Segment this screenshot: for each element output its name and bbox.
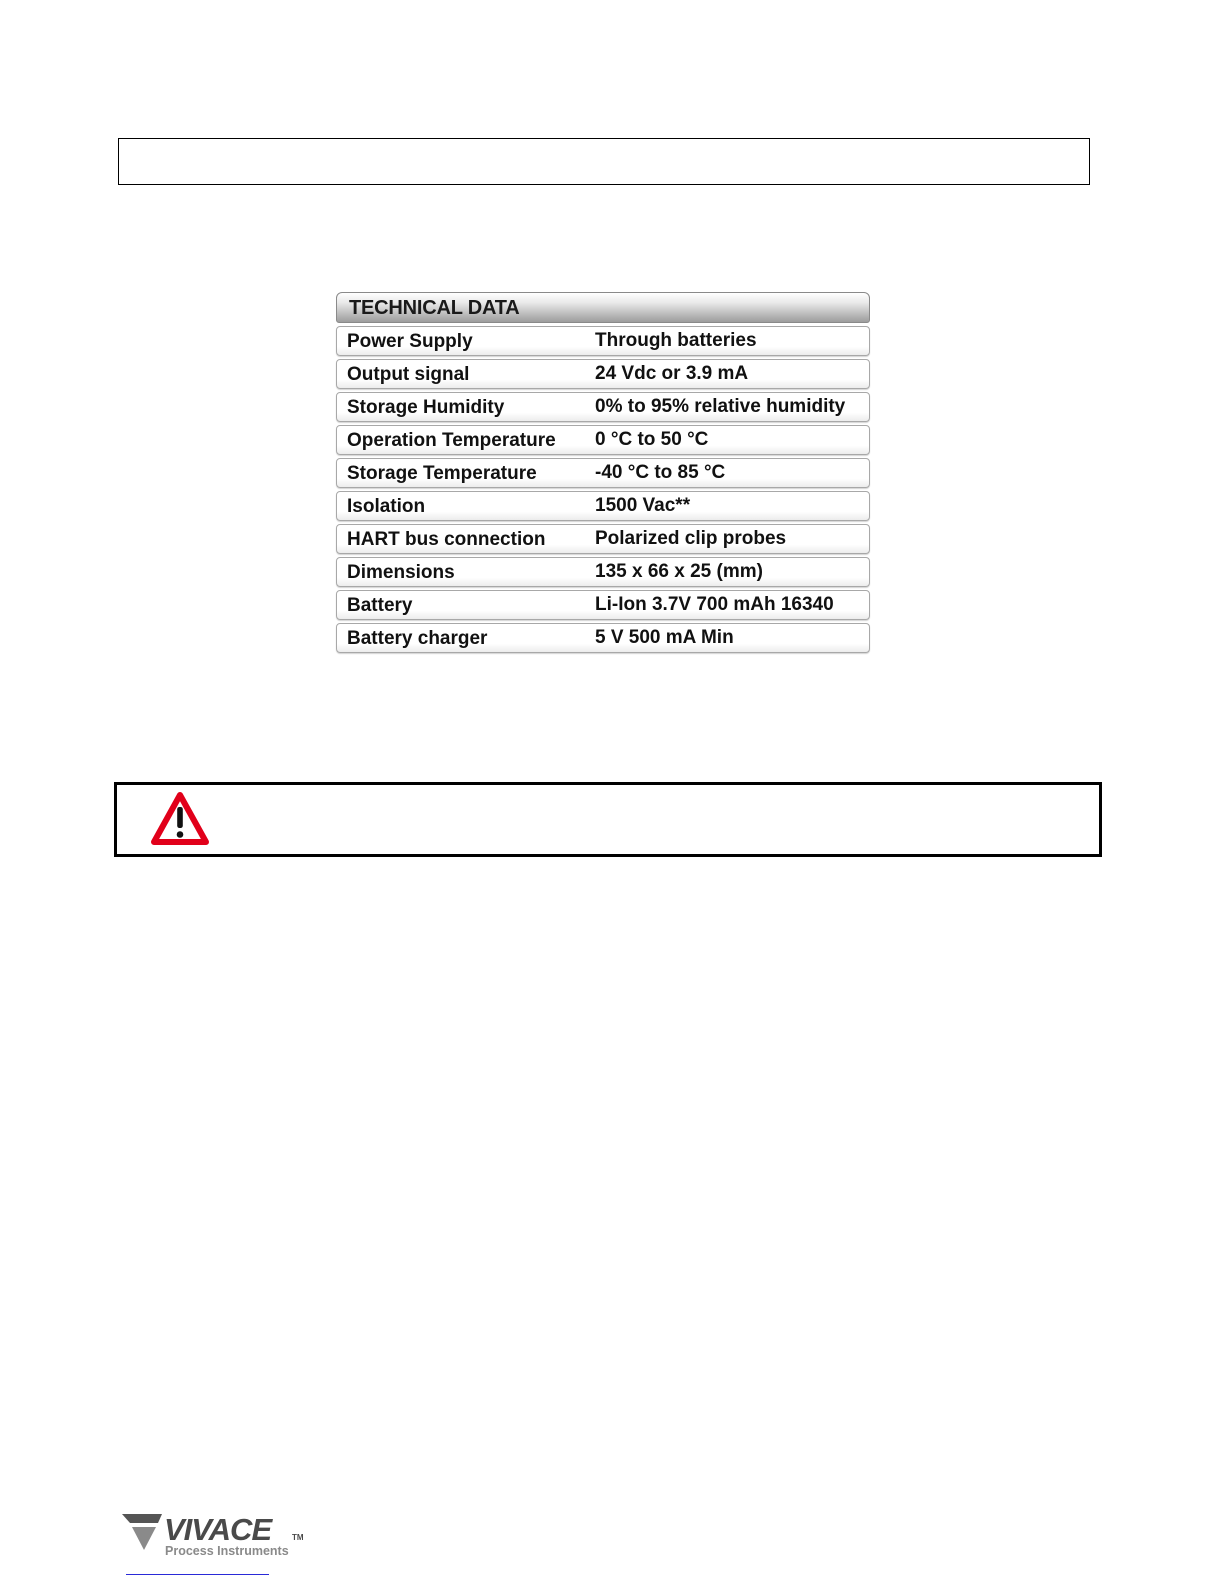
table-row <box>336 491 870 521</box>
header-box <box>118 138 1090 185</box>
row-value: -40 °C to 85 °C <box>595 462 726 483</box>
table-row <box>336 557 870 587</box>
row-value: 5 V 500 mA Min <box>595 627 734 648</box>
row-label: Operation Temperature <box>347 430 556 451</box>
row-label: Power Supply <box>347 331 473 352</box>
row-value: Li-Ion 3.7V 700 mAh 16340 <box>595 594 834 615</box>
table-row <box>336 392 870 422</box>
row-value: 1500 Vac** <box>595 495 691 516</box>
row-value: 24 Vdc or 3.9 mA <box>595 363 749 384</box>
svg-text:Process Instruments: Process Instruments <box>165 1544 289 1558</box>
row-label: Battery charger <box>347 628 488 649</box>
row-label: HART bus connection <box>347 529 546 550</box>
footer-link-underline[interactable] <box>126 1574 269 1575</box>
row-label: Dimensions <box>347 562 455 583</box>
row-value: 0% to 95% relative humidity <box>595 396 846 417</box>
warning-box <box>114 782 1102 857</box>
row-value: Through batteries <box>595 330 757 351</box>
table-row <box>336 326 870 356</box>
svg-text:VIVACE: VIVACE <box>164 1512 272 1547</box>
table-row <box>336 623 870 653</box>
table-row <box>336 359 870 389</box>
technical-data-table <box>336 292 870 653</box>
row-value: Polarized clip probes <box>595 528 787 549</box>
vivace-logo <box>120 1510 320 1560</box>
row-label: Storage Temperature <box>347 463 537 484</box>
svg-text:TM: TM <box>292 1533 304 1542</box>
table-row <box>336 524 870 554</box>
warning-triangle-icon <box>149 790 211 848</box>
table-row <box>336 425 870 455</box>
technical-data-title: TECHNICAL DATA <box>336 292 870 323</box>
row-label: Output signal <box>347 364 470 385</box>
row-label: Storage Humidity <box>347 397 505 418</box>
row-value: 135 x 66 x 25 (mm) <box>595 561 763 582</box>
row-label: Isolation <box>347 496 426 517</box>
row-label: Battery <box>347 595 413 616</box>
row-value: 0 °C to 50 °C <box>595 429 709 450</box>
table-row <box>336 458 870 488</box>
table-row <box>336 590 870 620</box>
